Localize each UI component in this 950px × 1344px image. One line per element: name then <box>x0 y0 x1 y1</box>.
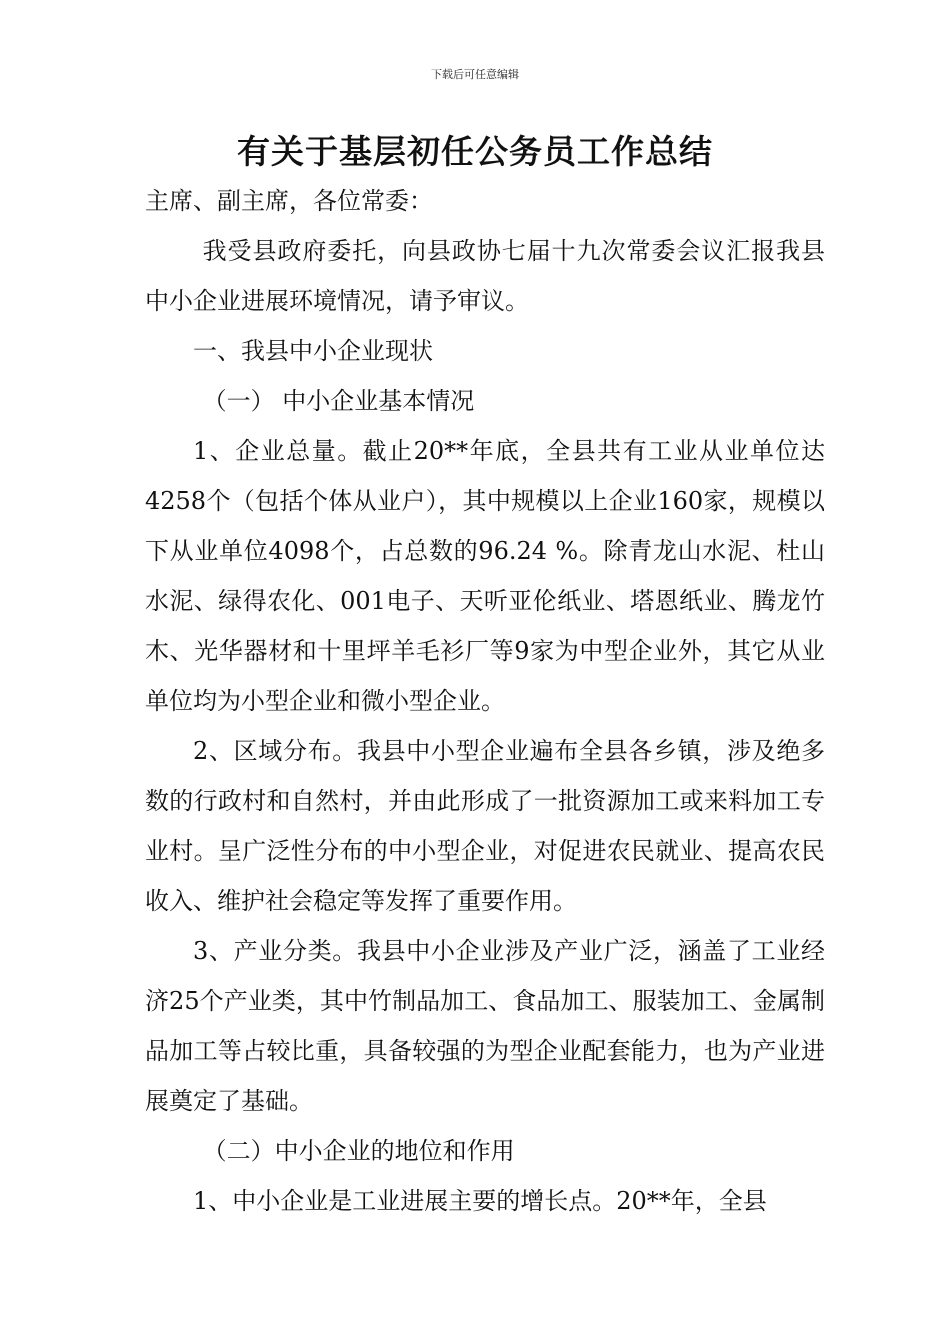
document-body <box>145 176 825 1226</box>
paragraph-intro: 我受县政府委托，向县政协七届十九次常委会议汇报我县中小企业进展环境情况，请予审议。 <box>145 237 825 315</box>
section-heading-1: 一、我县中小企业现状 <box>193 337 433 365</box>
subsection-heading-2: （二）中小企业的地位和作用 <box>202 1137 515 1165</box>
paragraph-enterprise-total: 1、企业总量。截止20**年底，全县共有工业从业单位达4258个（包括个体从业户），其中规模以上企业160家，规模以下从业单位4098个，占总数的96.24 %。除青龙山水泥、杜山水泥、绿得农化、001电子、天听亚伦纸业、塔恩纸业、腾龙竹木、光华器材和十里坪羊毛衫厂等9家为中型企业外，其它从业单位均为小型企业和微小型企业。 <box>145 437 825 715</box>
salutation: 主席、副主席，各位常委： <box>145 187 433 215</box>
paragraph-industry-classification: 3、产业分类。我县中小企业涉及产业广泛，涵盖了工业经济25个产业类，其中竹制品加工、食品加工、服装加工、金属制品加工等占较比重，具备较强的为型企业配套能力，也为产业进展奠定了基础。 <box>145 937 825 1115</box>
paragraph-growth-point: 1、中小企业是工业进展主要的增长点。20**年，全县 <box>193 1187 767 1215</box>
header-note: 下载后可任意编辑 <box>431 68 519 81</box>
paragraph-regional-distribution: 2、区域分布。我县中小型企业遍布全县各乡镇，涉及绝多数的行政村和自然村，并由此形成了一批资源加工或来料加工专业村。呈广泛性分布的中小型企业，对促进农民就业、提高农民收入、维护社会稳定等发挥了重要作用。 <box>145 737 825 915</box>
subsection-heading-1: （一） 中小企业基本情况 <box>202 387 475 415</box>
document-title: 有关于基层初任公务员工作总结 <box>237 132 713 171</box>
